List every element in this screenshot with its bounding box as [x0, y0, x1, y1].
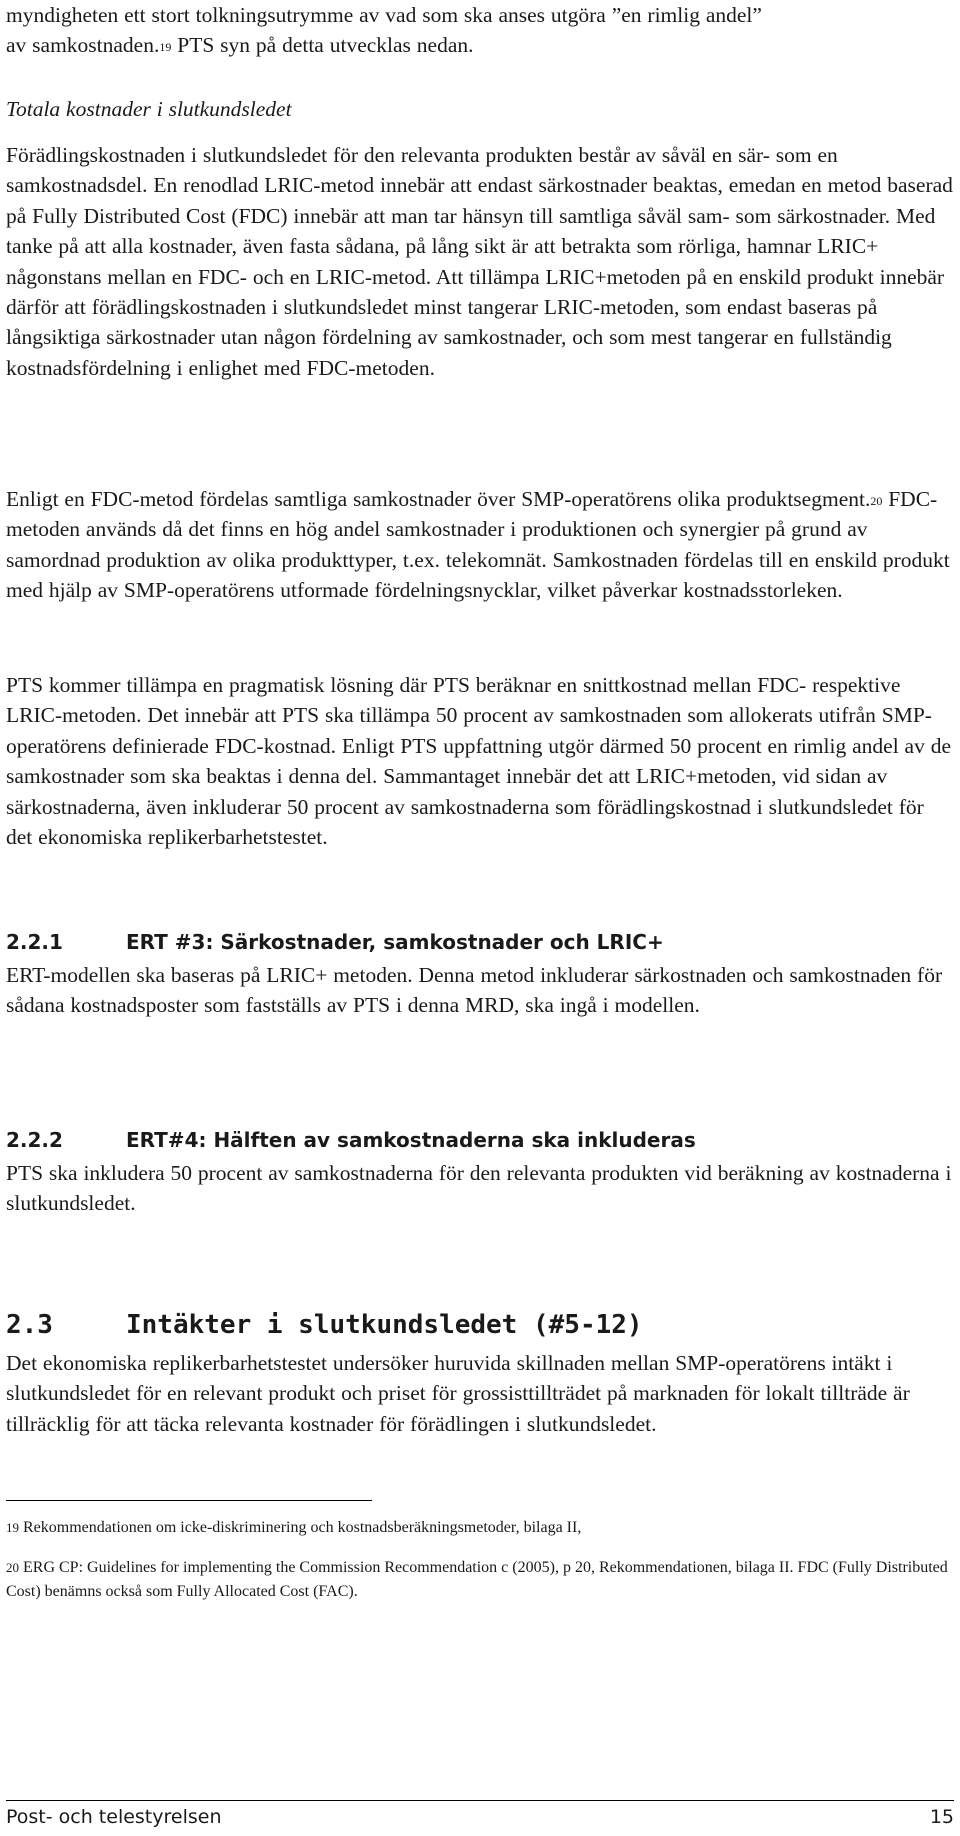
- section-title: ERT #3: Särkostnader, samkostnader och LRIC+: [126, 930, 664, 954]
- paragraph-3: [6, 670, 954, 852]
- section-body: PTS ska inkludera 50 procent av samkostnaderna för den relevanta produkten vid beräkning av kostnaderna i slutkundsledet.: [6, 1161, 952, 1216]
- intro-line-2-end: PTS syn på detta utvecklas nedan.: [171, 33, 474, 58]
- paragraph-3-text: PTS kommer tillämpa en pragmatisk lösning där PTS beräknar en snittkostnad mellan FDC- respektive LRIC-metoden. Det innebär att PTS ska tillämpa 50 procent av samkostnaden som allokerats utifrån SMP-operatörens definierade FDC-kostnad. Enligt PTS uppfattning utgör därmed 50 procent en rimlig andel av de samkostnader som ska beaktas i denna del. Sammantaget innebär det att LRIC+metoden, vid sidan av särkostnaderna, även inkluderar 50 procent av samkostnaderna som förädlingskostnad i slutkundsledet för det ekonomiska replikerbarhetstestet.: [6, 673, 952, 850]
- document-page: [6, 0, 954, 1836]
- section-heading-2-2-2: [6, 1128, 954, 1152]
- paragraph-2-start: Enligt en FDC-metod fördelas samtliga samkostnader över SMP-operatörens olika produktsegment.: [6, 487, 871, 511]
- page-number: 15: [929, 1806, 954, 1828]
- section-2-2-2: [6, 1128, 954, 1219]
- section-number: 2.2.2: [6, 1128, 63, 1152]
- section-2-3: [6, 1310, 954, 1439]
- section-heading-2-3: [6, 1310, 954, 1340]
- section-body: Det ekonomiska replikerbarhetstestet undersöker huruvida skillnaden mellan SMP-operatörens intäkt i slutkundsledet för en relevant produkt och priset för grossisttillträdet på marknaden för lokalt tillträde är tillräcklig för att täcka relevanta kostnader för förädlingen i slutkundsledet.: [6, 1351, 910, 1436]
- intro-line-2-start: av samkostnaden.: [6, 33, 160, 58]
- footer-organization: Post- och telestyrelsen: [6, 1806, 222, 1828]
- footnote-ref-19[interactable]: 19: [159, 40, 172, 55]
- section-title: ERT#4: Hälften av samkostnaderna ska inkluderas: [126, 1128, 696, 1152]
- intro-line-1: myndigheten ett stort tolkningsutrymme av vad som ska anses utgöra ”en rimlig andel”: [6, 3, 762, 27]
- footnote-separator: [6, 1500, 372, 1501]
- section-number: 2.2.1: [6, 930, 63, 954]
- subheading-block: [6, 94, 954, 124]
- footnote-ref-20[interactable]: 20: [870, 494, 883, 508]
- footnote-20: [6, 1556, 954, 1604]
- footnote-19: [6, 1516, 954, 1540]
- paragraph-1-text: Förädlingskostnaden i slutkundsledet för den relevanta produkten består av såväl en sär- som en samkostnadsdel. En renodlad LRIC-metod innebär att endast särkostnader beaktas, emedan en metod baserad på Fully Distributed Cost (FDC) innebär att man tar hänsyn till samtliga såväl sam- som särkostnader. Med tanke på att alla kostnader, även fasta sådana, på lång sikt är att betrakta som rörliga, hamnar LRIC+ någonstans mellan en FDC- och en LRIC-metod. Att tillämpa LRIC+metoden på en enskild produkt innebär därför att förädlingskostnaden i slutkundsledet minst tangerar LRIC-metoden, som endast baseras på långsiktiga särkostnader utan någon fördelning av samkostnader, och som mest tangerar en fullständig kostnadsfördelning i enlighet med FDC-metoden.: [6, 143, 953, 380]
- section-2-2-1: [6, 930, 954, 1021]
- section-number: 2.3: [6, 1310, 53, 1340]
- section-title: Intäkter i slutkundsledet (#5-12): [126, 1310, 643, 1340]
- paragraph-2-end: FDC-metoden används då det finns en hög andel samkostnader i produktionen och synergier på grund av samordnad produktion av olika produkttyper, t.ex. telekomnät. Samkostnaden fördelas till en enskild produkt med hjälp av SMP-operatörens utformade fördelningsnycklar, vilket påverkar kostnadsstorleken.: [6, 487, 950, 603]
- page-footer: [6, 1806, 954, 1828]
- footnote-text: Rekommendationen om icke-diskriminering och kostnadsberäkningsmetoder, bilaga II,: [23, 1519, 582, 1536]
- paragraph-2: [6, 484, 954, 606]
- section-heading-2-2-1: [6, 930, 954, 954]
- footnote-text: ERG CP: Guidelines for implementing the Commission Recommendation c (2005), p 20, Rekommendationen, bilaga II. FDC (Fully Distributed Cost) benämns också som Fully Allocated Cost (FAC).: [6, 1559, 948, 1600]
- paragraph-1: [6, 140, 954, 383]
- footnote-number: 19: [6, 1520, 19, 1535]
- footer-separator: [6, 1800, 954, 1801]
- subheading: Totala kostnader i slutkundsledet: [6, 97, 292, 121]
- section-body: ERT-modellen ska baseras på LRIC+ metoden. Denna metod inkluderar särkostnaden och samkostnaden för sådana kostnadsposter som fastställs av PTS i denna MRD, ska ingå i modellen.: [6, 963, 943, 1018]
- intro-paragraph: [6, 0, 954, 61]
- footnote-number: 20: [6, 1560, 19, 1575]
